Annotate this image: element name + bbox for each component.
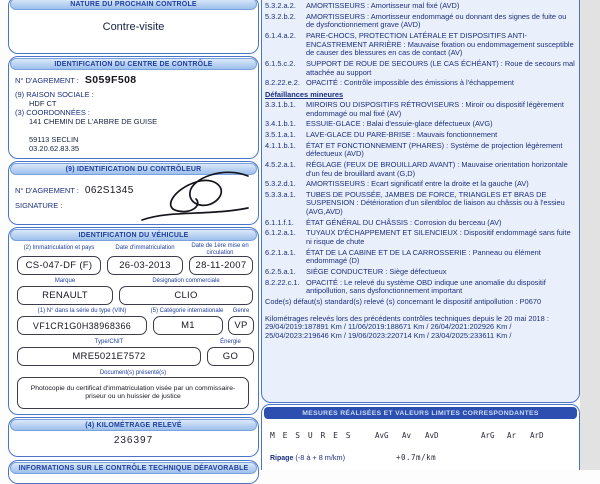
signature-label: SIGNATURE : (15, 201, 63, 210)
marque-label: Marque (54, 278, 76, 284)
raison-sociale-label: (9) RAISON SOCIALE : (15, 90, 94, 99)
measure-col-ar: Ar (507, 431, 517, 440)
defect-code: 6.1.5.c.2. (265, 58, 296, 68)
centre-city: 59113 SECLIN (29, 135, 79, 144)
date-immat-label: Date d'immatriculation (115, 245, 175, 251)
defect-text: OPACITÉ : Le relevé du système OBD indique une anomalie du dispositif antipollution, sans dysfonctionnement important (306, 277, 546, 296)
prochain-controle-value: Contre-visite (102, 21, 165, 33)
defect-item (265, 79, 575, 88)
section-title: INFORMATIONS SUR LE CONTRÔLE TECHNIQUE DÉFAVORABLE (10, 462, 257, 474)
defect-code: 3.5.1.a.1. (265, 129, 296, 139)
signature-scribble (136, 168, 254, 224)
section-title: IDENTIFICATION DU CENTRE DE CONTRÔLE (10, 58, 257, 70)
defect-code: 6.1.4.a.2. (265, 30, 296, 40)
designation-value: CLIO (119, 286, 253, 305)
defect-text: TUBES DE POUSSÉE, JAMBES DE FORCE, TRIANGLES ET BRAS DE SUSPENSION : Détérioration d'un silentbloc de liaison au châssis ou à l'essieu (AVG,AVD) (306, 189, 565, 217)
type-cnit-value: MRE5021E7572 (17, 347, 201, 366)
immat-value: CS-047-DF (F) (17, 256, 101, 275)
defect-code: 8.2.22.e.2. (265, 78, 300, 88)
km-history: Kilométrages relevés lors des précédents contrôles techniques depuis le 20 mai 2018 : 29/04/2019:187891 Km / 11/06/2019:188671 Km / 26/04/2021:202926 Km / 25/04/2023:219646 Km / 19/06/2023:220714 Km / 23/04/2025:233611 Km / (265, 313, 549, 340)
defect-item (265, 180, 575, 189)
vin-label: (1) N° dans la série du type (VIN) (37, 308, 127, 314)
measures-panel (261, 404, 580, 470)
measure-row-value: +0.7m/km (396, 453, 437, 462)
measure-row-label (270, 453, 345, 462)
defect-item (265, 60, 575, 77)
defect-item (265, 279, 575, 296)
coordonnees-label: (3) COORDONNÉES : (15, 108, 91, 117)
defect-item (265, 13, 575, 30)
measure-col-arg: ArG (481, 431, 495, 440)
defect-item (265, 249, 575, 266)
defect-item (265, 268, 575, 277)
measures-title: MESURES RÉALISÉES ET VALEURS LIMITES CORRESPONDANTES (264, 407, 577, 419)
defect-text: ÉTAT ET FONCTIONNEMENT (PHARES) : Système de projection légèrement défectueux (AVD) (306, 140, 563, 159)
section-infos-defavorable (8, 460, 259, 484)
defect-text: LAVE-GLACE DU PARE-BRISE : Mauvais fonctionnement (306, 129, 498, 139)
section-title: IDENTIFICATION DU VÉHICULE (10, 229, 257, 241)
defect-item (265, 32, 575, 58)
centre-address: 141 CHEMIN DE L'ARBRE DE GUISE (29, 117, 158, 126)
defect-text: MIROIRS OU DISPOSITIFS RÉTROVISEURS : Miroir ou dispositif légèrement endommagé ou mal fixé (AV) (306, 99, 564, 118)
agrement-label: N° D'AGREMENT : (15, 76, 79, 85)
section-centre-controle (8, 56, 259, 159)
defect-text: AMORTISSEURS : Ecart significatif entre la droite et la gauche (AV) (306, 179, 529, 189)
defect-item (265, 131, 575, 140)
energie-label: Énergie (220, 339, 241, 345)
categorie-label: (5) Catégorie internationale (150, 308, 224, 314)
defect-code: 6.2.1.a.1. (265, 247, 296, 257)
defect-item (265, 2, 575, 11)
marque-value: RENAULT (17, 286, 113, 305)
genre-value: VP (228, 316, 254, 335)
defect-item (265, 191, 575, 217)
defect-text: AMORTISSEURS : Amortisseur endommagé ou donnant des signes de fuite ou de dysfonctionnement grave (AVD) (306, 11, 567, 30)
defect-code: 6.2.5.a.1. (265, 267, 296, 277)
defect-code: 5.3.3.a.1. (265, 189, 296, 199)
defect-text: AMORTISSEURS : Amortisseur mal fixé (AVD) (306, 1, 460, 10)
measure-row-name: Ripage (270, 455, 294, 462)
immat-label: (2) Immatriculation et pays (23, 245, 95, 251)
defect-item (265, 101, 575, 118)
defect-code: 5.3.2.d.1. (265, 179, 296, 189)
defect-code: 3.4.1.b.1. (265, 119, 296, 129)
energie-value: GO (207, 347, 254, 366)
defect-code: 5.3.2.b.2. (265, 11, 296, 21)
defect-item (265, 229, 575, 246)
defect-code: 8.2.22.c.1. (265, 277, 300, 287)
measure-col-avd: AvD (425, 431, 439, 440)
defect-code: 3.3.1.b.1. (265, 99, 296, 109)
defect-text: TUYAUX D'ÉCHAPPEMENT ET SILENCIEUX : Dispositif endommagé sans fuite ni risque de chute (306, 228, 571, 247)
defect-text: ÉTAT GÉNÉRAL DU CHÂSSIS : Corrosion du berceau (AV) (306, 217, 502, 227)
defect-code: 6.1.1.f.1. (265, 217, 294, 227)
centre-agrement-value: S059F508 (84, 74, 137, 86)
defect-code: 4.1.1.b.1. (265, 140, 296, 150)
defect-code: 4.5.2.a.1. (265, 159, 296, 169)
antipollution-codes-line: Code(s) défaut(s) standard(s) relevé (s) concernant le dispositif antipollution : P0670 (265, 297, 542, 307)
defect-code: 6.1.2.a.1. (265, 228, 296, 238)
measure-row-range: (-8 à + 8 m/km) (295, 453, 346, 462)
documents-label: Document(s) présenté(s) (99, 370, 167, 376)
section-controleur (8, 161, 259, 225)
date-immat-value: 26-03-2013 (107, 256, 183, 275)
vin-value: VF1CR1G0H38968366 (17, 316, 147, 335)
section-title: NATURE DU PROCHAIN CONTRÔLE (10, 0, 257, 10)
defect-text: ÉTAT DE LA CABINE ET DE LA CARROSSERIE : Panneau ou élément endommagé (D) (306, 247, 541, 266)
genre-label: Genre (232, 308, 250, 314)
kilometrage-value: 236397 (113, 435, 154, 446)
scan-edge-strip (580, 0, 600, 470)
documents-value: Photocopie du certificat d'immatriculation visée par un commissaire-priseur ou un huissier de justice (17, 377, 249, 409)
defect-item (265, 219, 575, 228)
defect-item (265, 120, 575, 129)
defect-item (265, 142, 575, 159)
defects-panel (261, 0, 580, 403)
date-circulation-value: 28-11-2007 (189, 256, 253, 275)
defect-code: 5.3.2.a.2. (265, 1, 296, 10)
defect-text: SUPPORT DE ROUE DE SECOURS (LE CAS ÉCHÉANT) : Roue de secours mal attachée au support (306, 58, 575, 77)
date-circulation-label: Date de 1ère mise en circulation (191, 243, 249, 256)
defect-text: SIÈGE CONDUCTEUR : Siège défectueux (306, 267, 447, 277)
measure-col-ard: ArD (530, 431, 544, 440)
section-kilometrage (8, 417, 259, 457)
section-title: (9) IDENTIFICATION DU CONTRÔLEUR (10, 163, 257, 175)
measures-header-label: M E S U R E S (270, 431, 353, 440)
categorie-value: M1 (153, 316, 223, 335)
measure-col-av: Av (402, 431, 412, 440)
agrement-label: N° D'AGREMENT : (15, 186, 79, 195)
defect-text: OPACITÉ : Contrôle impossible des émissions à l'échappement (306, 78, 514, 88)
defect-text: ESSUIE-GLACE : Balai d'essuie-glace défectueux (AVG) (306, 119, 493, 129)
type-cnit-label: Type/CNIT (94, 339, 124, 345)
section-prochain-controle (8, 0, 259, 54)
minor-defects-title: Défaillances mineures (265, 89, 344, 99)
defect-text: RÉGLAGE (FEUX DE BROUILLARD AVANT) : Mauvaise orientation horizontale d'un feu de brouillard avant (G,D) (306, 159, 568, 178)
defect-text: PARE-CHOCS, PROTECTION LATÉRALE ET DISPOSITIFS ANTI-ENCASTREMENT ARRIÈRE : Mauvaise fixation ou endommagement susceptible de causer des blessures en cas de contact (AV) (306, 30, 574, 58)
raison-sociale-value: HDF CT (29, 99, 57, 108)
centre-phone: 03.20.62.83.35 (29, 144, 80, 153)
defect-item (265, 161, 575, 178)
controleur-agrement-value: 062S1345 (84, 185, 134, 196)
measure-col-avg: AvG (375, 431, 389, 440)
designation-label: Désignation commerciale (152, 278, 220, 284)
section-title: (4) KILOMÉTRAGE RELEVÉ (10, 419, 257, 431)
section-vehicule (8, 227, 259, 415)
